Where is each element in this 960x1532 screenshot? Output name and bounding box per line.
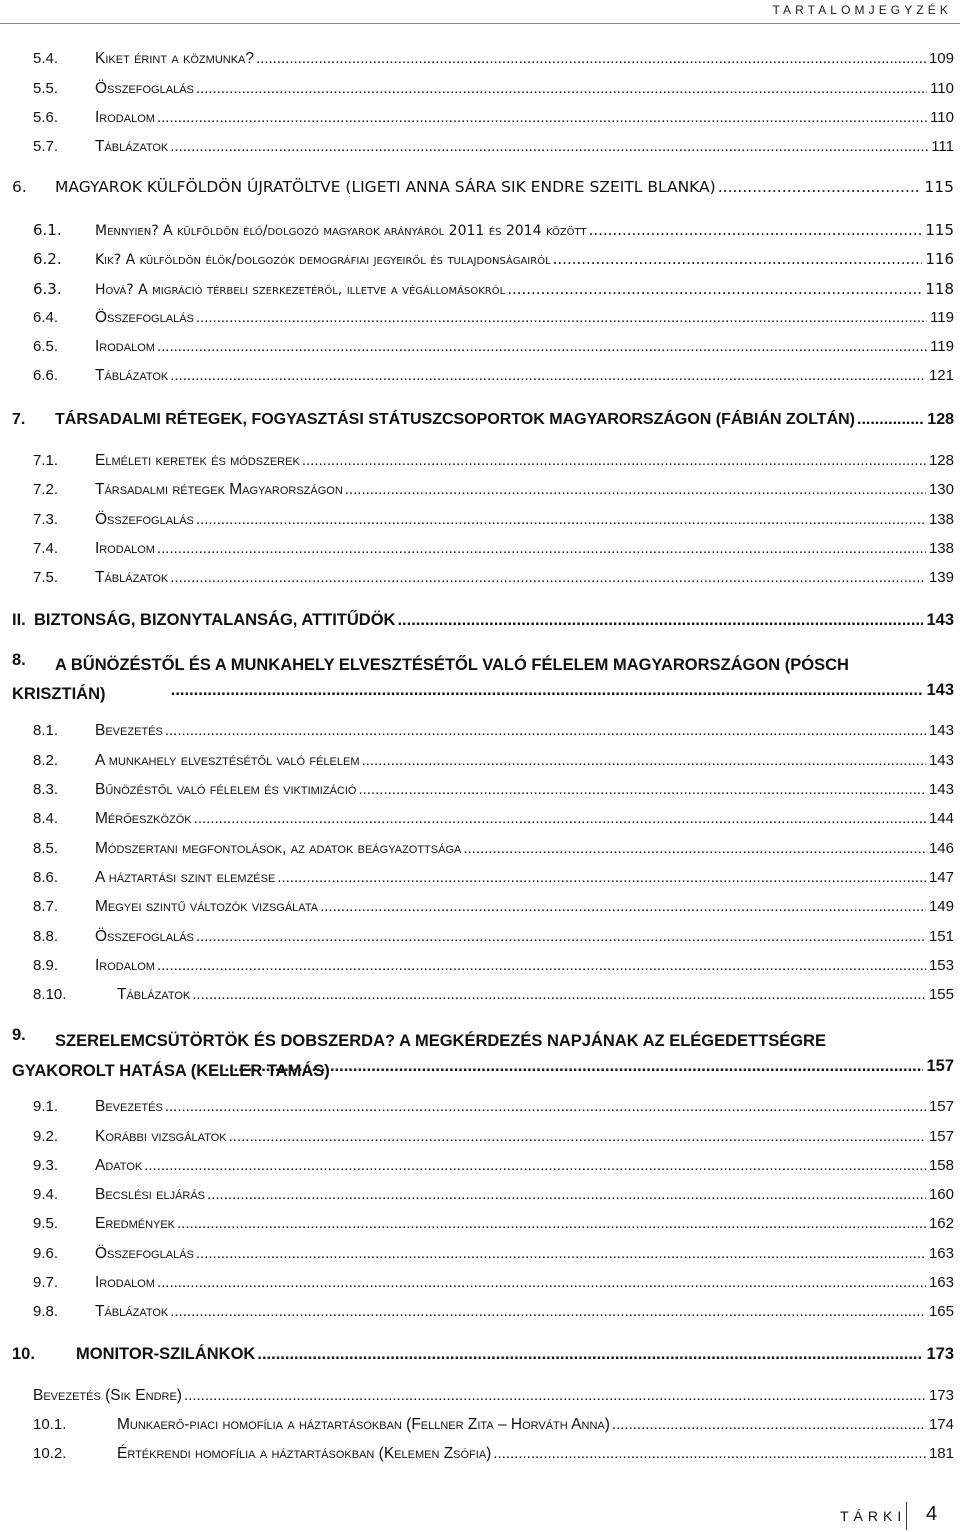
toc-entry[interactable] — [0, 569, 954, 595]
toc-number: 8.7. — [33, 898, 59, 915]
toc-entry-chapter[interactable] — [0, 1026, 954, 1086]
toc-page: 144 — [928, 810, 954, 827]
toc-leader — [170, 1303, 926, 1320]
toc-page: 143 — [928, 781, 954, 798]
toc-leader — [192, 986, 926, 1003]
toc-number: 9.1. — [33, 1098, 59, 1115]
toc-title: Bevezetés — [95, 722, 163, 739]
toc-title: Irodalom — [95, 338, 155, 355]
toc-leader — [196, 80, 927, 97]
toc-number: 6.3. — [33, 280, 62, 298]
toc-page: 110 — [930, 109, 954, 126]
toc-number: 9.4. — [33, 1186, 59, 1203]
toc-number: 10. — [12, 1345, 35, 1363]
toc-title: Módszertani megfontolások, az adatok beágyazottsága — [95, 840, 462, 857]
toc-title: Mérőeszközök — [95, 810, 192, 827]
toc-page: 181 — [928, 1445, 954, 1462]
toc-number: 6.2. — [33, 250, 62, 268]
toc-title: Kik? A külföldön élők/dolgozók demográfiai jegyeiről és tulajdonságairól — [95, 252, 551, 268]
toc-page: 146 — [928, 840, 954, 857]
toc-entry[interactable] — [0, 280, 954, 306]
toc-number: 5.7. — [33, 138, 59, 155]
toc-title: Mennyien? A külföldön élő/dolgozó magyarok arányáról 2011 és 2014 között — [95, 223, 587, 239]
toc-number: 8.10. — [33, 986, 67, 1003]
toc-page: 157 — [926, 1057, 954, 1075]
toc-page: 143 — [928, 752, 954, 769]
toc-page: 147 — [928, 869, 954, 886]
toc-title: Összefoglalás — [95, 80, 194, 97]
toc-number: 7.2. — [33, 481, 59, 498]
toc-entry[interactable] — [0, 928, 954, 954]
toc-title: MAGYAROK KÜLFÖLDÖN ÚJRATÖLTVE (LIGETI ANNA SÁRA SIK ENDRE SZEITL BLANKA) — [55, 178, 716, 196]
toc-leader — [165, 722, 926, 739]
toc-leader — [507, 280, 922, 298]
toc-title: Irodalom — [95, 540, 155, 557]
toc-leader — [170, 569, 926, 586]
toc-leader — [257, 1345, 923, 1364]
toc-title: TÁRSADALMI RÉTEGEK, FOGYASZTÁSI STÁTUSZCSOPORTOK MAGYARORSZÁGON (FÁBIÁN ZOLTÁN) — [55, 411, 856, 428]
footer-separator — [906, 1502, 907, 1530]
toc-leader — [345, 481, 926, 498]
toc-title: Irodalom — [95, 957, 155, 974]
toc-page: 174 — [928, 1416, 954, 1433]
toc-number: 7.3. — [33, 511, 59, 528]
toc-number: 6.4. — [33, 309, 59, 326]
toc-leader — [463, 840, 926, 857]
toc-entry[interactable] — [0, 481, 954, 507]
toc-page: 160 — [928, 1186, 954, 1203]
toc-leader — [320, 898, 926, 915]
toc-page: 155 — [928, 986, 954, 1003]
toc-leader — [196, 511, 926, 528]
toc-entry-chapter[interactable] — [0, 411, 954, 437]
toc-page: 118 — [925, 280, 954, 298]
toc-page: 109 — [928, 50, 954, 67]
toc-entry[interactable] — [0, 1445, 954, 1471]
toc-entry-chapter[interactable] — [0, 178, 954, 204]
toc-number: 8.9. — [33, 957, 59, 974]
toc-title: BIZTONSÁG, BIZONYTALANSÁG, ATTITŰDÖK — [34, 611, 396, 629]
toc-page: 151 — [928, 928, 954, 945]
toc-entry[interactable] — [0, 80, 954, 106]
toc-entry[interactable] — [0, 138, 954, 164]
toc-title: Munkaerő-piaci homofília a háztartásokban (Fellner Zita – Horváth Anna) — [117, 1416, 610, 1433]
toc-page: 153 — [928, 957, 954, 974]
toc-number: 8.1. — [33, 722, 59, 739]
toc-entry[interactable] — [0, 1098, 954, 1124]
toc-entry[interactable] — [0, 50, 954, 76]
toc-title: SZERELEMCSÜTÖRTÖK ÉS DOBSZERDA? A MEGKÉRDEZÉS NAPJÁNAK AZ ELÉGEDETTSÉGRE GYAKOROLT HATÁSA (KELLER TAMÁS) — [12, 1032, 826, 1080]
toc-leader — [493, 1445, 926, 1462]
toc-title: Irodalom — [95, 109, 155, 126]
toc-page: 121 — [928, 367, 954, 384]
toc-leader — [157, 109, 927, 126]
toc-number: 7.5. — [33, 569, 59, 586]
toc-page: 130 — [928, 481, 954, 498]
toc-number: 9.2. — [33, 1128, 59, 1145]
toc-entry-chapter[interactable] — [0, 651, 954, 711]
toc-entry[interactable] — [0, 452, 954, 478]
toc-title: Összefoglalás — [95, 928, 194, 945]
toc-page: 115 — [924, 178, 954, 196]
toc-entry[interactable] — [0, 781, 954, 807]
toc-title: Kiket érint a közmunka? — [95, 50, 255, 67]
toc-leader — [177, 1215, 926, 1232]
toc-entry[interactable] — [0, 338, 954, 364]
toc-page: 157 — [928, 1128, 954, 1145]
toc-leader — [256, 50, 926, 67]
toc-number: 8.2. — [33, 752, 59, 769]
toc-entry[interactable] — [0, 540, 954, 566]
toc-entry[interactable] — [0, 1274, 954, 1300]
toc-entry[interactable] — [0, 957, 954, 983]
toc-entry[interactable] — [0, 109, 954, 135]
toc-number: 7.4. — [33, 540, 59, 557]
toc-title: Hová? A migráció térbeli szerkezetéről, illetve a végállomásokról — [95, 282, 506, 298]
toc-leader — [612, 1416, 926, 1433]
toc-leader — [194, 810, 926, 827]
toc-number: 9.8. — [33, 1303, 59, 1320]
toc-title: Korábbi vizsgálatok — [95, 1128, 227, 1145]
toc-entry[interactable] — [0, 840, 954, 866]
toc-page: 162 — [928, 1215, 954, 1232]
toc-leader — [397, 611, 923, 630]
toc-page: 111 — [931, 138, 954, 155]
toc-number: 9.7. — [33, 1274, 59, 1291]
toc-title: Társadalmi rétegek Magyarországon — [95, 481, 343, 498]
toc-entry[interactable] — [0, 367, 954, 393]
toc-entry[interactable] — [0, 309, 954, 335]
toc-number: 10.1. — [33, 1416, 67, 1433]
toc-title: A háztartási szint elemzése — [95, 869, 276, 886]
toc-number: 6.5. — [33, 338, 59, 355]
toc-title: A munkahely elvesztésétől való félelem — [95, 752, 360, 769]
toc-number: 5.4. — [33, 50, 59, 67]
toc-number: 8.4. — [33, 810, 59, 827]
toc-number: 10.2. — [33, 1445, 67, 1462]
toc-number: 7. — [12, 411, 26, 428]
toc-page: 163 — [928, 1245, 954, 1262]
toc-number: 8.3. — [33, 781, 59, 798]
toc-title: Összefoglalás — [95, 1245, 194, 1262]
toc-leader — [589, 221, 923, 239]
toc-title: Táblázatok — [95, 138, 169, 155]
toc-title: A BŰNÖZÉSTŐL ÉS A MUNKAHELY ELVESZTÉSÉTŐL VALÓ FÉLELEM MAGYARORSZÁGON (PÓSCH KRISZTIÁN) — [12, 656, 849, 703]
toc-title: Elméleti keretek és módszerek — [95, 452, 300, 469]
toc-page: 138 — [928, 540, 954, 557]
toc-page: 173 — [926, 1345, 954, 1363]
toc-entry[interactable] — [0, 869, 954, 895]
toc-leader — [157, 1274, 926, 1291]
toc-entry[interactable] — [0, 752, 954, 778]
toc-entry[interactable] — [0, 1186, 954, 1212]
toc-number: 6. — [12, 178, 27, 196]
toc-page: 158 — [928, 1157, 954, 1174]
toc-page: 128 — [928, 452, 954, 469]
toc-leader — [157, 540, 926, 557]
toc-leader — [144, 1157, 926, 1174]
toc-number: 6.1. — [33, 221, 62, 239]
toc-leader — [362, 752, 926, 769]
toc-title: Becslési eljárás — [95, 1186, 206, 1203]
toc-number: 8.5. — [33, 840, 59, 857]
toc-number: 9.3. — [33, 1157, 59, 1174]
toc-number: 9.6. — [33, 1245, 59, 1262]
toc-page: 110 — [930, 80, 954, 97]
toc-title: Eredmények — [95, 1215, 176, 1232]
toc-title: Összefoglalás — [95, 511, 194, 528]
toc-leader — [196, 309, 927, 326]
toc-page: 149 — [928, 898, 954, 915]
toc-title: Összefoglalás — [95, 309, 194, 326]
toc-number: 5.5. — [33, 80, 59, 97]
toc-title: Bűnözéstől való félelem és viktimizáció — [95, 781, 357, 798]
toc-title: Táblázatok — [117, 986, 191, 1003]
running-header-title: TARTALOMJEGYZÉK — [772, 3, 952, 17]
toc-entry[interactable] — [0, 1128, 954, 1154]
toc-entry[interactable] — [0, 511, 954, 537]
toc-number: 8. — [12, 651, 26, 669]
toc-leader — [207, 1186, 926, 1203]
toc-entry[interactable] — [0, 1303, 954, 1329]
toc-page: 119 — [930, 338, 954, 355]
toc-leader — [277, 869, 926, 886]
toc-title: Irodalom — [95, 1274, 155, 1291]
toc-page: 119 — [930, 309, 954, 326]
toc-leader — [225, 1057, 924, 1076]
toc-title: Bevezetés (Sik Endre) — [33, 1387, 182, 1404]
toc-leader — [171, 681, 924, 700]
toc-entry[interactable] — [0, 1416, 954, 1442]
toc-page: 139 — [928, 569, 954, 586]
toc-leader — [157, 338, 927, 355]
toc-leader — [196, 928, 926, 945]
footer-brand: TÁRKI — [840, 1508, 907, 1524]
toc-number: 9.5. — [33, 1215, 59, 1232]
toc-number: 8.6. — [33, 869, 59, 886]
toc-number: 6.6. — [33, 367, 59, 384]
toc-entry[interactable] — [0, 1215, 954, 1241]
toc-entry-part[interactable] — [0, 611, 954, 637]
toc-number: 7.1. — [33, 452, 59, 469]
toc-leader — [553, 250, 923, 268]
toc-leader — [165, 1098, 926, 1115]
toc-title: Megyei szintű változók vizsgálata — [95, 898, 319, 915]
toc-leader — [857, 411, 924, 429]
footer-page-number: 4 — [926, 1503, 938, 1525]
toc-entry[interactable] — [0, 898, 954, 924]
toc-leader — [157, 957, 926, 974]
toc-page: 115 — [925, 221, 954, 239]
toc-page: 143 — [926, 611, 954, 629]
toc-entry[interactable] — [0, 1157, 954, 1183]
toc-number: 9. — [12, 1026, 26, 1044]
toc-entry[interactable] — [0, 1245, 954, 1271]
header-rule — [0, 23, 960, 24]
toc-leader — [170, 367, 926, 384]
toc-page: 116 — [925, 250, 954, 268]
toc-leader — [170, 138, 928, 155]
toc-entry[interactable] — [0, 221, 954, 247]
toc-number: II. — [12, 611, 26, 629]
toc-page: 163 — [928, 1274, 954, 1291]
toc-title: Táblázatok — [95, 569, 169, 586]
toc-page: 128 — [927, 411, 954, 428]
toc-title: Adatok — [95, 1157, 143, 1174]
toc-page: 143 — [928, 722, 954, 739]
toc-leader — [302, 452, 926, 469]
toc-entry[interactable] — [0, 722, 954, 748]
toc-page: 173 — [928, 1387, 954, 1404]
toc-page: 157 — [928, 1098, 954, 1115]
toc-page: 138 — [928, 511, 954, 528]
toc-title: Táblázatok — [95, 367, 169, 384]
toc-entry-chapter[interactable] — [0, 1345, 954, 1371]
toc-leader — [358, 781, 926, 798]
toc-leader — [229, 1128, 926, 1145]
toc-page: 165 — [928, 1303, 954, 1320]
toc-leader — [184, 1387, 926, 1404]
toc-title: Táblázatok — [95, 1303, 169, 1320]
toc-entry[interactable] — [0, 1387, 954, 1413]
toc-page: 143 — [926, 681, 954, 699]
toc-leader — [196, 1245, 926, 1262]
toc-leader — [718, 178, 922, 196]
toc-title: MONITOR-SZILÁNKOK — [76, 1345, 256, 1363]
toc-number: 5.6. — [33, 109, 59, 126]
toc-entry[interactable] — [0, 250, 954, 276]
toc-number: 8.8. — [33, 928, 59, 945]
toc-title: Bevezetés — [95, 1098, 163, 1115]
toc-title: Értékrendi homofília a háztartásokban (Kelemen Zsófia) — [117, 1445, 492, 1462]
toc-entry[interactable] — [0, 810, 954, 836]
toc-entry[interactable] — [0, 986, 954, 1012]
